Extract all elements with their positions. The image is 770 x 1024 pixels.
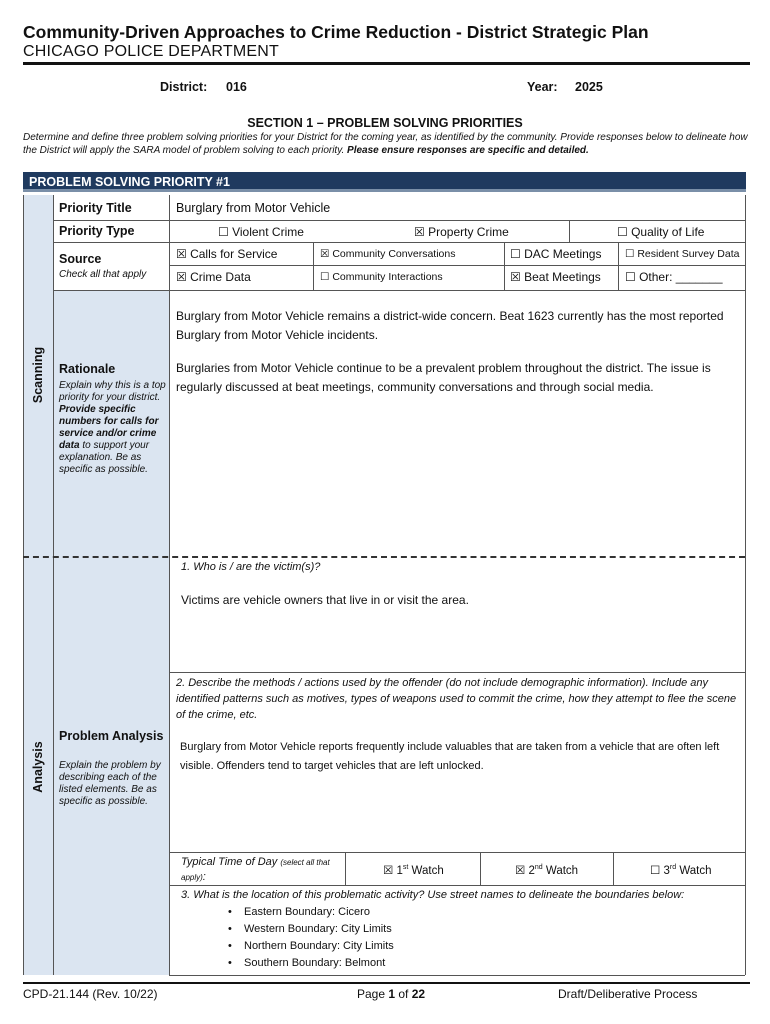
grid-line: [169, 195, 170, 975]
beat-meetings-checkbox[interactable]: ☒ Beat Meetings: [510, 270, 601, 284]
property-crime-checkbox[interactable]: ☒ Property Crime: [414, 225, 509, 239]
first-watch-ordinal: st: [402, 864, 409, 872]
stage-column: [23, 195, 53, 975]
scanning-stage-label: Scanning: [31, 346, 45, 404]
third-watch-ordinal: rd: [669, 864, 677, 872]
page-number: 1: [388, 987, 396, 1001]
grid-line: [480, 852, 481, 885]
rationale-label: Rationale: [59, 362, 116, 376]
page-indicator: [357, 987, 425, 1001]
source-label: Source: [59, 252, 102, 266]
second-watch-ordinal: nd: [534, 864, 543, 872]
grid-line: [345, 852, 346, 885]
time-of-day-help: (select all that apply): [181, 858, 330, 882]
page-of: of: [395, 987, 412, 1001]
other-source-checkbox[interactable]: ☐ Other: _______: [625, 270, 723, 284]
grid-line: [169, 885, 745, 886]
district-value: 016: [226, 80, 247, 94]
dac-meetings-checkbox[interactable]: ☐ DAC Meetings: [510, 247, 602, 261]
section-title: SECTION 1 – PROBLEM SOLVING PRIORITIES: [247, 116, 523, 130]
analysis-stage-label: Analysis: [31, 741, 45, 793]
rationale-help-emphasis: Provide specific numbers for calls for service and/or crime data: [59, 404, 159, 451]
calls-for-service-checkbox[interactable]: ☒ Calls for Service: [176, 247, 278, 261]
department-name: CHICAGO POLICE DEPARTMENT: [23, 43, 279, 60]
priority-title-label: Priority Title: [59, 201, 132, 215]
third-watch-suffix: Watch: [676, 865, 712, 877]
resident-survey-checkbox[interactable]: ☐ Resident Survey Data: [625, 248, 740, 260]
time-of-day-label-text: Typical Time of Day: [181, 856, 278, 868]
boundary-item-western[interactable]: • Western Boundary: City Limits: [224, 921, 394, 938]
grid-line: [169, 672, 745, 673]
grid-line: [618, 242, 619, 290]
grid-line: [745, 195, 746, 975]
boundary-list: [224, 904, 394, 972]
problem-analysis-help: Explain the problem by describing each of the listed elements. Be as specific as possible.: [59, 760, 161, 807]
rationale-paragraph-1[interactable]: Burglary from Motor Vehicle remains a district-wide concern. Beat 1623 currently has the most reported Burglary from Motor Vehicle incidents.: [176, 309, 724, 342]
problem-analysis-label: Problem Analysis: [59, 729, 164, 743]
district-label: District:: [160, 80, 208, 94]
header-rule: [23, 62, 750, 65]
third-watch-box: ☐ 3: [650, 865, 670, 877]
instructions-text: Determine and define three problem solving priorities for your District for the coming year, as identified by the community. Provide responses below to delineate how the District will apply the SARA model of problem solving to each priority.: [23, 132, 748, 156]
question-location: 3. What is the location of this problematic activity? Use street names to delineate the boundaries below:: [181, 889, 685, 901]
first-watch-box: ☒ 1: [383, 865, 403, 877]
priority-header-bar: PROBLEM SOLVING PRIORITY #1: [23, 172, 746, 192]
crime-data-checkbox[interactable]: ☒ Crime Data: [176, 270, 251, 284]
rationale-help: [59, 380, 167, 476]
boundary-item-northern[interactable]: • Northern Boundary: City Limits: [224, 938, 394, 955]
priority-type-label: Priority Type: [59, 224, 135, 238]
priority-title-value[interactable]: Burglary from Motor Vehicle: [176, 201, 331, 215]
community-interactions-checkbox[interactable]: ☐ Community Interactions: [320, 271, 443, 283]
document-status: Draft/Deliberative Process: [558, 987, 698, 1001]
grid-line: [313, 242, 314, 290]
time-of-day-colon: :: [202, 871, 206, 883]
rationale-paragraph-2[interactable]: Burglaries from Motor Vehicle continue to be a prevalent problem throughout the district. The issue is regularly discussed at beat meetings, community conversations and through social media.: [176, 361, 711, 394]
grid-line: [53, 220, 745, 221]
time-of-day-label: [181, 855, 341, 885]
grid-line: [569, 220, 570, 242]
page-prefix: Page: [357, 987, 389, 1001]
instructions-emphasis: Please ensure responses are specific and detailed.: [347, 145, 589, 156]
question-methods: 2. Describe the methods / actions used by the offender (do not include demographic information). Include any identified patterns such as motives, types of weapons used to commit the crime, how they attempt to flee the scene of the crime, etc.: [176, 677, 737, 721]
form-number: CPD-21.144 (Rev. 10/22): [23, 987, 158, 1001]
source-help: Check all that apply: [59, 269, 147, 280]
grid-line: [169, 975, 745, 976]
answer-victims[interactable]: Victims are vehicle owners that live in or visit the area.: [181, 593, 469, 607]
page-total: 22: [411, 987, 426, 1001]
second-watch-suffix: Watch: [542, 865, 579, 877]
first-watch-checkbox[interactable]: [383, 863, 444, 877]
violent-crime-checkbox[interactable]: ☐ Violent Crime: [218, 225, 304, 239]
grid-line: [53, 290, 745, 291]
year-value: 2025: [575, 80, 603, 94]
grid-line: [504, 242, 505, 290]
rationale-help-text: Explain why this is a top priority for your district.: [59, 380, 166, 403]
year-label: Year:: [527, 80, 558, 94]
quality-of-life-checkbox[interactable]: ☐ Quality of Life: [617, 225, 705, 239]
second-watch-checkbox[interactable]: [515, 863, 578, 877]
grid-line: [23, 195, 24, 975]
rationale-help-text-2: to support your explanation. Be as specific as possible.: [59, 440, 150, 475]
answer-methods[interactable]: Burglary from Motor Vehicle reports frequently include valuables that are taken from a vehicle that are often left visible. Offenders tend to target vehicles that are left unlocked.: [180, 741, 720, 772]
community-conversations-checkbox[interactable]: ☒ Community Conversations: [320, 248, 456, 260]
footer-rule: [23, 982, 750, 984]
section-instructions: [23, 131, 750, 157]
first-watch-suffix: Watch: [408, 865, 444, 877]
grid-line: [169, 265, 745, 266]
second-watch-box: ☒ 2: [515, 865, 535, 877]
grid-line: [53, 195, 54, 975]
grid-line: [169, 852, 745, 853]
grid-line: [53, 242, 745, 243]
question-victims: 1. Who is / are the victim(s)?: [181, 561, 321, 573]
stage-divider: [23, 556, 745, 558]
grid-line: [613, 852, 614, 885]
third-watch-checkbox[interactable]: [650, 863, 712, 877]
document-title: Community-Driven Approaches to Crime Reduction - District Strategic Plan: [23, 22, 649, 42]
boundary-item-eastern[interactable]: • Eastern Boundary: Cicero: [224, 904, 394, 921]
boundary-item-southern[interactable]: • Southern Boundary: Belmont: [224, 955, 394, 972]
